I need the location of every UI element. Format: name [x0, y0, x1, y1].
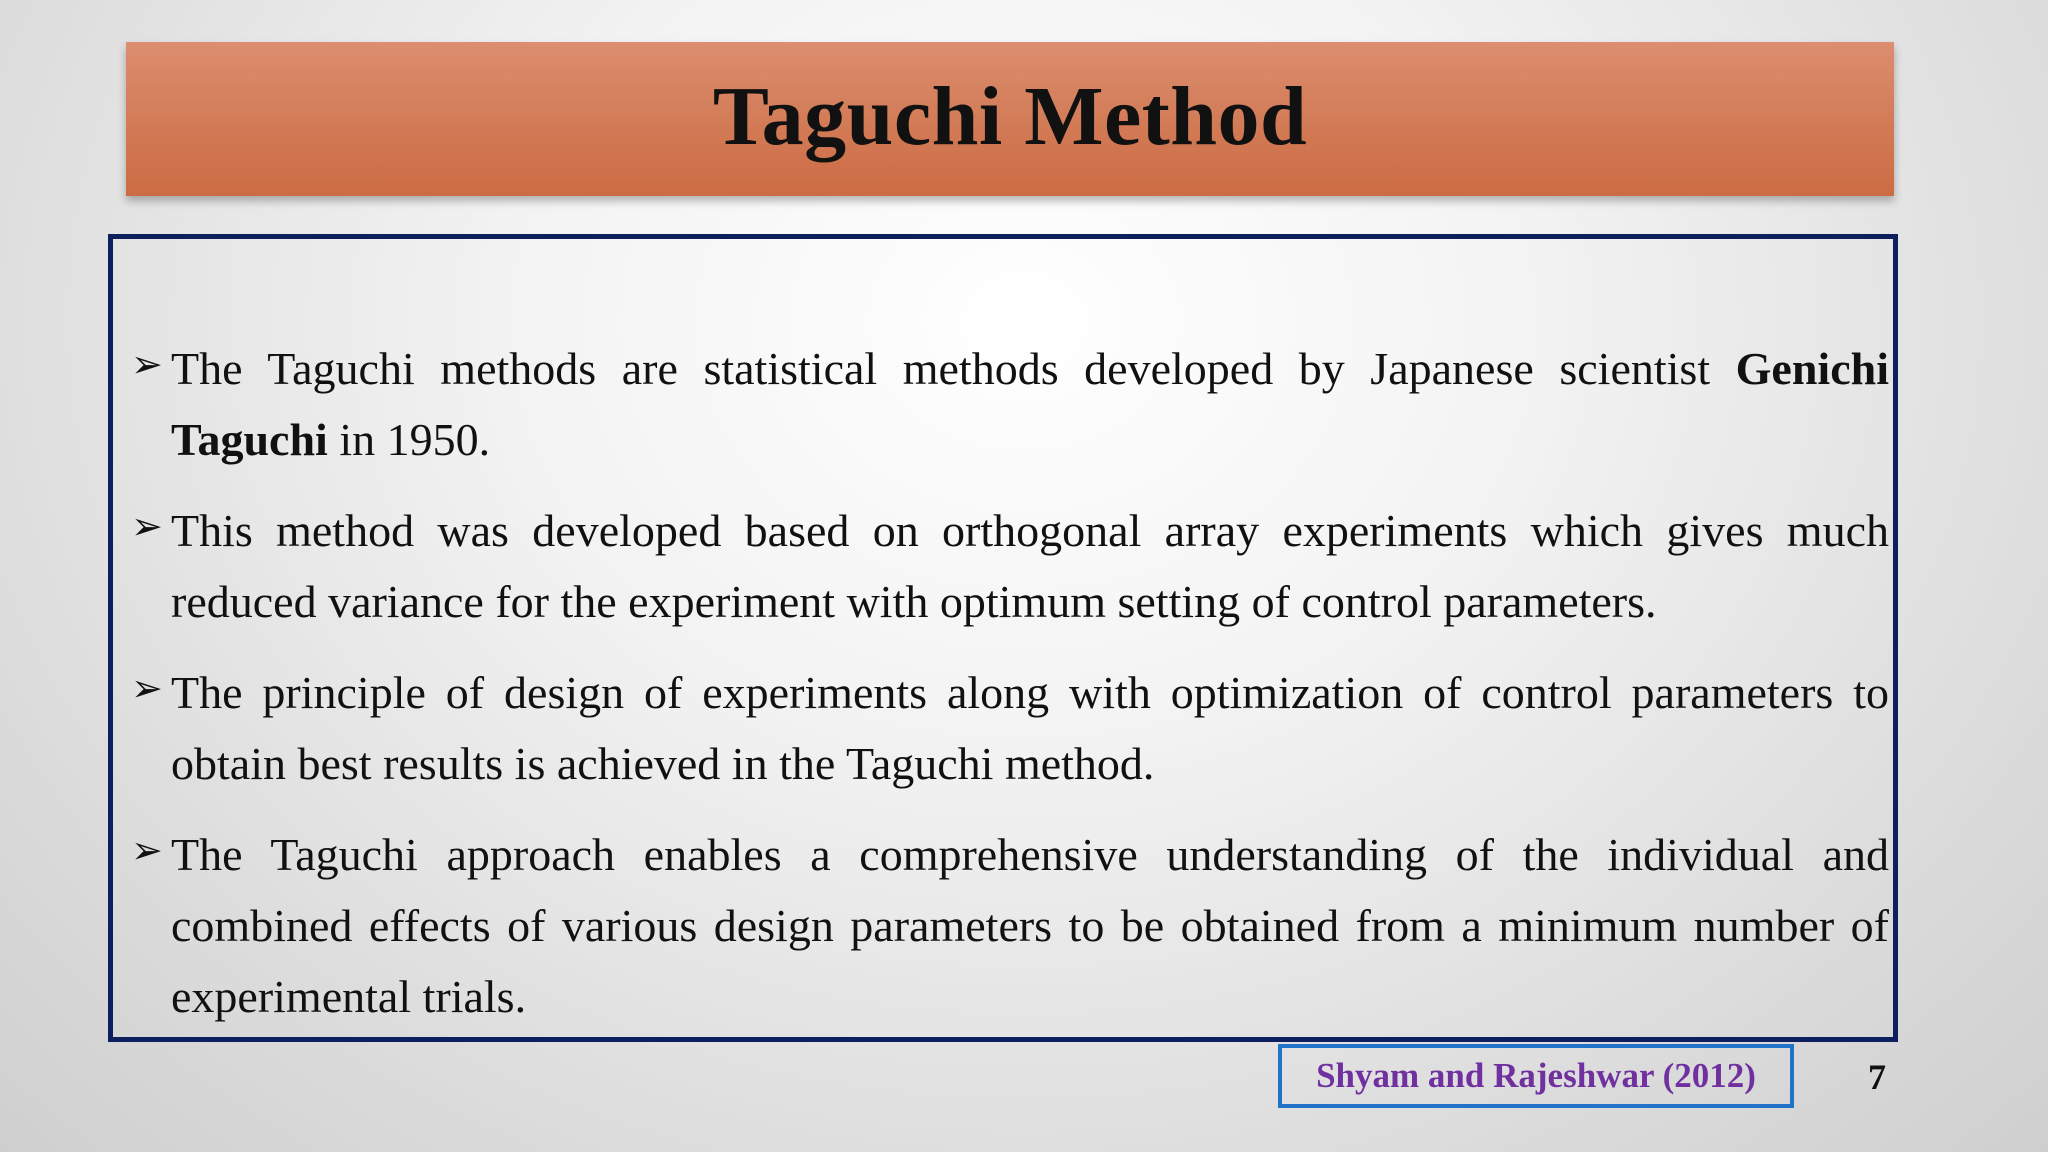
arrow-bullet-icon: ➢ — [131, 828, 163, 872]
bullet-text-1-bold: Genichi Taguchi — [171, 343, 1889, 465]
bullet-text-3: The principle of design of experiments along with optimization of control parameters to obtain best results is achieved in the Taguchi method. — [171, 667, 1889, 789]
citation-text: Shyam and Rajeshwar (2012) — [1316, 1056, 1756, 1095]
bullet-text-1-part-2: in 1950. — [327, 414, 491, 465]
bullet-item-2 — [131, 495, 1889, 637]
page-number: 7 — [1868, 1057, 1886, 1097]
arrow-bullet-icon: ➢ — [131, 342, 163, 386]
bullet-text-1-part-1: The Taguchi methods are statistical methods developed by Japanese scientist — [171, 343, 1736, 394]
title-bar — [126, 42, 1894, 196]
slide-title: Taguchi Method — [712, 69, 1308, 163]
bullet-list — [131, 333, 1889, 1052]
bullet-text-4: The Taguchi approach enables a comprehensive understanding of the individual and combined effects of various design parameters to be obtained from a minimum number of experimental trials. — [171, 829, 1889, 1022]
arrow-bullet-icon: ➢ — [131, 504, 163, 548]
arrow-bullet-icon: ➢ — [131, 666, 163, 710]
citation-box — [1278, 1044, 1794, 1108]
bullet-item-4 — [131, 819, 1889, 1032]
content-box — [108, 234, 1898, 1042]
bullet-text-2: This method was developed based on orthogonal array experiments which gives much reduced variance for the experiment with optimum setting of control parameters. — [171, 505, 1889, 627]
bullet-item-3 — [131, 657, 1889, 799]
bullet-item-1 — [131, 333, 1889, 475]
bullet-text-1 — [171, 343, 1889, 465]
